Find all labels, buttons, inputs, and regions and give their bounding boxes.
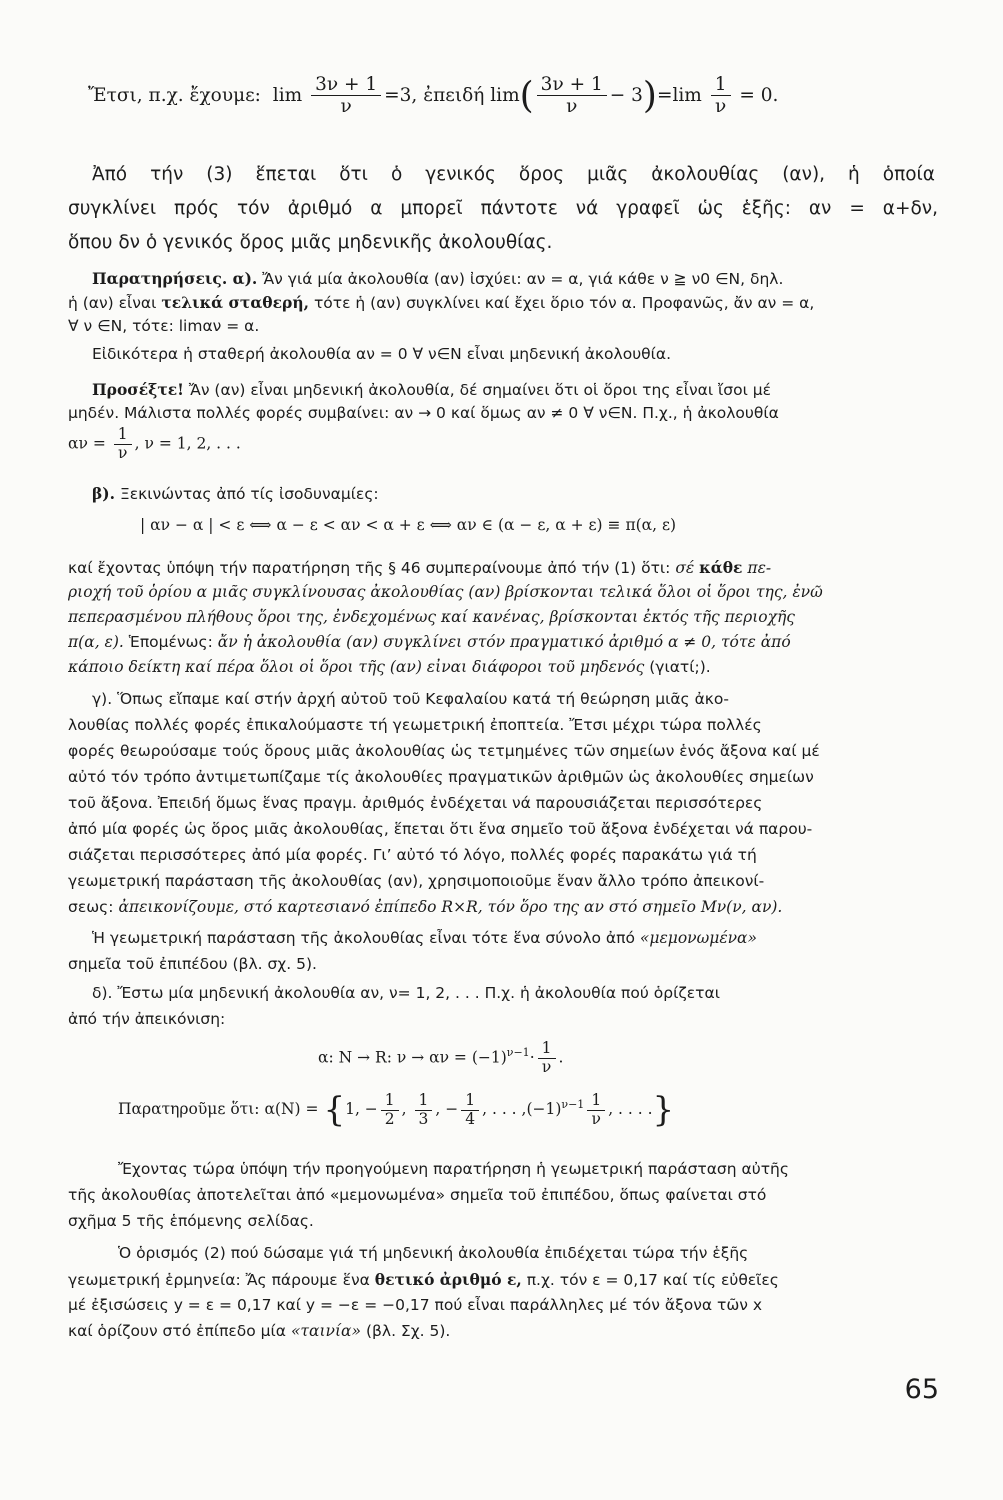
fraction: $\frac{3\nu + 1}{\nu}$: [311, 74, 381, 118]
remarks-line: Προσέξτε! Ἄν (αν) εἶναι μηδενική ἀκολουθία, δέ σημαίνει ὅτι οἱ ὅροι της εἶναι ἴσοι μέ: [92, 380, 771, 399]
gamma-line: σιάζεται περισσότερες ἀπό μία φορές. Γι’ αὐτό τό λόγο, πολλές φορές παρακάτω γιά τή: [68, 846, 757, 864]
definition-line: μέ ἐξισώσεις y = ε = 0,17 καί y = −ε = −0,17 πού εἶναι παράλληλες μέ τόν ἄξονα τῶν x: [68, 1296, 763, 1314]
equivalence-formula: | αν − α | < ε ⟺ α − ε < αν < α + ε ⟺ αν ∈ (α − ε, α + ε) ≡ π(α, ε): [140, 516, 677, 534]
remarks-line: ∀ ν ∈N, τότε: limαν = α.: [68, 317, 260, 335]
beta-intro: β). Ξεκινώντας ἀπό τίς ἰσοδυναμίες:: [92, 484, 379, 503]
remarks-line: μηδέν. Μάλιστα πολλές φορές συμβαίνει: αν → 0 καί ὅμως αν ≠ 0 ∀ ν∈N. Π.χ., ἡ ἀκολουθία: [68, 404, 779, 422]
fraction: $\frac{1}{2}$: [381, 1092, 399, 1129]
paragraph-line: Ἀπό τήν (3) ἕπεται ὅτι ὁ γενικός ὅρος μιᾶς ἀκολουθίας (αν), ἡ ὁποία: [92, 164, 935, 185]
set-formula: Παρατηροῦμε ὅτι: α(N) = {1, − $\frac{1}{2}$ , $\frac{1}{3}$ , − $\frac{1}{4}$ , . . . $,(-1)^{\nu-1}$ $\frac{1}{\nu}$ , . . . .}: [118, 1090, 675, 1130]
gamma-line: φορές θεωρούσαμε τούς ὅρους μιᾶς ἀκολουθίας ὡς τετμημένες τῶν σημείων ἑνός ἄξονα καί μέ: [68, 742, 820, 760]
gamma-line: σεως: ἀπεικονίζουμε, στό καρτεσιανό ἐπίπεδο R×R, τόν ὅρο της αν στό σημεῖο Mν(ν, αν).: [68, 898, 783, 916]
remarks-line: ἡ (αν) εἶναι τελικά σταθερή, τότε ἡ (αν) συγκλίνει καί ἔχει ὅριο τόν α. Προφανῶς, ἄν αν = α,: [68, 293, 815, 312]
gamma-line: τοῦ ἄξονα. Ἐπειδή ὅμως ἕνας πραγμ. ἀριθμός ἐνδέχεται νά παρουσιάζεται περισσότερες: [68, 794, 763, 812]
fraction: $\frac{1}{\nu}$: [711, 74, 731, 118]
example-lead: Ἔτσι, π.χ. ἔχουμε:: [88, 84, 261, 106]
figure-paragraph-line: Ἔχοντας τώρα ὑπόψη τήν προηγούμενη παρατήρηση ἡ γεωμετρική παράσταση αὐτῆς: [118, 1160, 789, 1178]
figure-paragraph-line: τῆς ἀκολουθίας ἀποτελεῖται ἀπό «μεμονωμένα» σημεῖα τοῦ ἐπιπέδου, ὅπως φαίνεται στό: [68, 1186, 767, 1204]
figure-paragraph-line: σχῆμα 5 τῆς ἑπόμενης σελίδας.: [68, 1212, 314, 1230]
delta-line: δ). Ἔστω μία μηδενική ἀκολουθία αν, ν= 1, 2, . . . Π.χ. ἡ ἀκολουθία πού ὁρίζεται: [92, 984, 720, 1002]
mapping-formula: α: N → R: $\nu \to \alpha\nu = (-1)^{\nu-1}\cdot$ $\frac{1}{\nu}$ .: [318, 1040, 564, 1076]
beta-line: ριοχή τοῦ ὁρίου α μιᾶς συγκλίνουσας ἀκολουθίας (αν) βρίσκονται τελικά ὅλοι οἱ ὅροι της, ἐνῶ: [68, 583, 823, 601]
gamma-line: λουθίας πολλές φορές ἐπικαλούμαστε τή γεωμετρική ἐποπτεία. Ἔτσι μέχρι τώρα πολλές: [68, 716, 762, 734]
remarks-heading: Παρατηρήσεις. α).: [92, 269, 258, 288]
limit-example: Ἔτσι, π.χ. ἔχουμε: lim $\frac{3\nu + 1}{\nu}$ =3, ἐπειδή lim( $\frac{3\nu + 1}{\nu}$ − 3)=lim $\frac{1}{\nu}$ = 0.: [88, 74, 779, 118]
fraction: $\frac{1}{\nu}$: [587, 1092, 605, 1129]
attention-label: Προσέξτε!: [92, 380, 184, 399]
remarks-line: Παρατηρήσεις. α). Ἄν γιά μία ἀκολουθία (αν) ἰσχύει: αν = α, γιά κάθε ν ≧ ν0 ∈N, δηλ.: [92, 269, 784, 288]
beta-line: κάποιο δείκτη καί πέρα ὅλοι οἱ ὅροι τῆς (αν) εἶναι διάφοροι τοῦ μηδενός (γιατί;).: [68, 658, 711, 676]
geometry-line: σημεῖα τοῦ ἐπιπέδου (βλ. σχ. 5).: [68, 955, 317, 973]
gamma-line: γ). Ὅπως εἴπαμε καί στήν ἀρχή αὐτοῦ τοῦ Κεφαλαίου κατά τή θεώρηση μιᾶς ἀκο-: [92, 690, 730, 708]
remarks-line: Εἰδικότερα ἡ σταθερή ἀκολουθία αν = 0 ∀ ν∈N εἶναι μηδενική ἀκολουθία.: [92, 345, 672, 363]
paragraph-line: ὅπου δν ὁ γενικός ὅρος μιᾶς μηδενικῆς ἀκολουθίας.: [68, 232, 553, 253]
beta-line: πεπερασμένου πλήθους ὅροι της, ἐνδεχομένως καί κανένας, βρίσκονται ἐκτός τῆς περιοχῆς: [68, 608, 795, 626]
fraction: $\frac{1}{3}$: [415, 1092, 433, 1129]
gamma-line: αὐτό τόν τρόπο ἀντιμετωπίζαμε τίς ἀκολουθίες πραγματικῶν ἀριθμῶν ὡς ἀκολουθίες σημείων: [68, 768, 814, 786]
definition-line: καί ὁρίζουν στό ἐπίπεδο μία «ταινία» (βλ. Σχ. 5).: [68, 1322, 451, 1340]
beta-line: καί ἔχοντας ὑπόψη τήν παρατήρηση τῆς § 46 συμπεραίνουμε ἀπό τήν (1) ὅτι: σέ κάθε πε-: [68, 558, 772, 577]
definition-line: Ὁ ὁρισμός (2) πού δώσαμε γιά τή μηδενική ἀκολουθία ἐπιδέχεται τώρα τήν ἑξῆς: [118, 1244, 749, 1262]
beta-line: π(α, ε). Ἑπομένως: ἄν ἡ ἀκολουθία (αν) συγκλίνει στόν πραγματικό ἀριθμό α ≠ 0, τότε ἀπό: [68, 633, 791, 651]
fraction: $\frac{1}{\nu}$: [538, 1040, 556, 1077]
paragraph-line: συγκλίνει πρός τόν ἀριθμό α μπορεῖ πάντοτε νά γραφεῖ ὡς ἑξῆς: αν = α+δν,: [68, 198, 938, 219]
gamma-line: γεωμετρική παράσταση τῆς ἀκολουθίας (αν), χρησιμοποιοῦμε ἕναν ἄλλο τρόπο ἀπεικονί-: [68, 872, 765, 890]
delta-line: ἀπό τήν ἀπεικόνιση:: [68, 1010, 226, 1028]
sequence-example: αν = $\frac{1}{\nu}$ , ν = 1, 2, . . .: [68, 426, 241, 462]
gamma-line: ἀπό μία φορές ὡς ὅρος μιᾶς ἀκολουθίας, ἕπεται ὅτι ἕνα σημεῖο τοῦ ἄξονα ἐνδέχεται νά παρου-: [68, 820, 813, 838]
fraction: $\frac{1}{4}$: [461, 1092, 479, 1129]
fraction: $\frac{3\nu + 1}{\nu}$: [537, 74, 607, 118]
fraction: $\frac{1}{\nu}$: [114, 426, 132, 463]
geometry-line: Ἡ γεωμετρική παράσταση τῆς ἀκολουθίας εἶναι τότε ἕνα σύνολο ἀπό «μεμονωμένα»: [92, 929, 758, 947]
definition-line: γεωμετρική ἑρμηνεία: Ἄς πάρουμε ἕνα θετικό ἀριθμό ε, π.χ. τόν ε = 0,17 καί τίς εὐθεῖες: [68, 1270, 779, 1289]
page-number: 65: [904, 1374, 939, 1405]
